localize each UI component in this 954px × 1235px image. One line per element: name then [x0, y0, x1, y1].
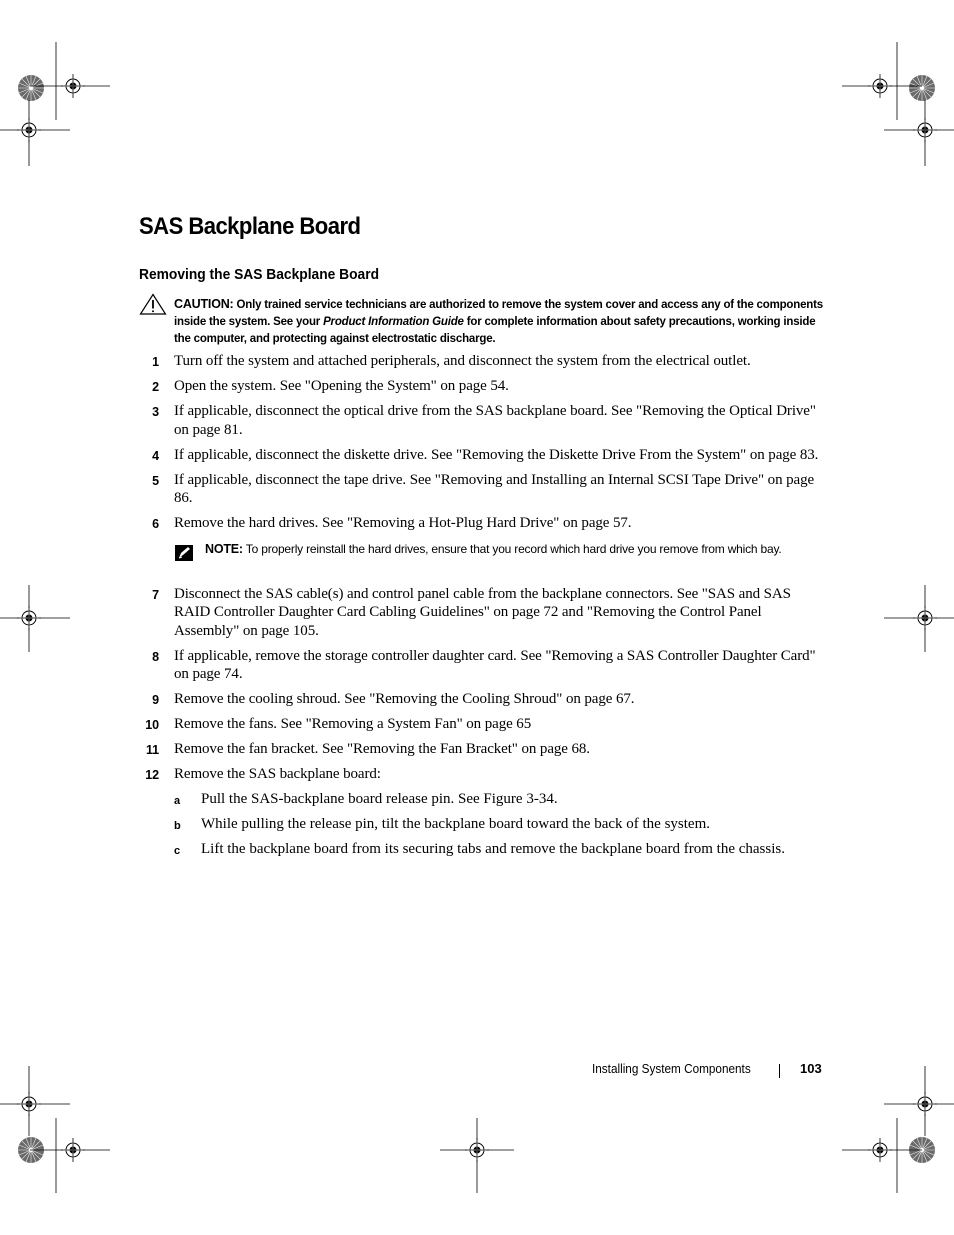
note-box [139, 541, 819, 575]
sub-list-item [139, 815, 819, 834]
page-number: 103 [800, 1061, 822, 1076]
step-text: Remove the fans. See "Removing a System Fan" on page 65 [174, 716, 532, 732]
substep-text: While pulling the release pin, tilt the backplane board toward the back of the system. [201, 816, 711, 832]
step-number: 7 [152, 587, 159, 602]
list-item [139, 715, 819, 734]
sub-list-item [139, 840, 819, 859]
note-text [205, 541, 819, 558]
substep-text: Lift the backplane board from its securing tabs and remove the backplane board from the chassis. [201, 841, 785, 857]
step-text: If applicable, disconnect the diskette drive. See "Removing the Diskette Drive From the System" on page 83. [174, 446, 819, 463]
step-number: 10 [145, 718, 159, 732]
step-text: Open the system. See "Opening the System" on page 54. [174, 378, 509, 394]
section-heading: Removing the SAS Backplane Board [139, 266, 380, 283]
procedure-steps [139, 352, 819, 865]
step-number: 11 [145, 743, 159, 757]
substep-text: Pull the SAS-backplane board release pin. See Figure 3-34. [201, 791, 558, 807]
list-item [139, 402, 819, 439]
sub-list-item [139, 790, 819, 809]
footer-divider [779, 1064, 780, 1078]
warning-triangle-icon [139, 293, 167, 315]
substep-letter: c [174, 845, 181, 857]
step-number: 4 [152, 448, 159, 463]
caution-body-end: for complete information about safety precautions, working inside the computer, and protecting against electrostatic discharge. [174, 316, 816, 345]
list-item [139, 514, 819, 533]
step-text: Remove the hard drives. See "Removing a Hot-Plug Hard Drive" on page 57. [174, 515, 632, 531]
step-number: 3 [152, 405, 159, 419]
list-item [139, 471, 819, 508]
footer-section-title: Installing System Components [592, 1062, 751, 1076]
step-text: If applicable, disconnect the optical drive from the SAS backplane board. See "Removing the Optical Drive" on page 81. [174, 403, 816, 438]
step-text: If applicable, disconnect the tape drive. See "Removing and Installing an Internal SCSI Tape Drive" on page 86. [174, 471, 815, 506]
list-item [139, 446, 819, 465]
caution-text [174, 296, 824, 348]
step-number: 2 [152, 380, 159, 394]
list-item [139, 352, 819, 371]
list-item [139, 377, 819, 396]
note-body: To properly reinstall the hard drives, ensure that you record which hard drive you remove from which bay. [242, 541, 782, 556]
step-number: 1 [152, 355, 159, 369]
substep-letter: a [174, 795, 181, 807]
list-item [139, 585, 819, 641]
page-title: SAS Backplane Board [139, 213, 361, 240]
step-number: 9 [152, 693, 159, 707]
list-item [139, 647, 819, 684]
step-number: 6 [152, 517, 159, 531]
pencil-note-icon [174, 544, 194, 562]
step-text: Remove the fan bracket. See "Removing the Fan Bracket" on page 68. [174, 741, 590, 757]
step-number: 5 [152, 473, 159, 488]
list-item [139, 690, 819, 709]
step-text: Turn off the system and attached peripherals, and disconnect the system from the electrical outlet. [174, 353, 751, 369]
list-item [139, 740, 819, 759]
caution-label: CAUTION: [174, 297, 234, 311]
caution-doc-reference: Product Information Guide [323, 316, 464, 328]
list-item [139, 765, 819, 784]
step-text: If applicable, remove the storage controller daughter card. See "Removing a SAS Controller Daughter Card" on page 74. [174, 647, 816, 682]
step-number: 8 [152, 649, 159, 664]
substep-letter: b [174, 820, 181, 832]
step-text: Remove the SAS backplane board: [174, 766, 381, 782]
step-text: Remove the cooling shroud. See "Removing the Cooling Shroud" on page 67. [174, 691, 635, 707]
step-number: 12 [145, 768, 159, 782]
step-text: Disconnect the SAS cable(s) and control panel cable from the backplane connectors. See "SAS and SAS RAID Controller Daughter Card Cabling Guidelines" on page 72 and "Removing the Control Panel Assembly" on page 105. [174, 585, 791, 639]
note-label: NOTE: [205, 541, 243, 556]
caution-body: Only trained service technicians are authorized to remove the system cover and access any of the components inside the system. See your [174, 299, 823, 328]
